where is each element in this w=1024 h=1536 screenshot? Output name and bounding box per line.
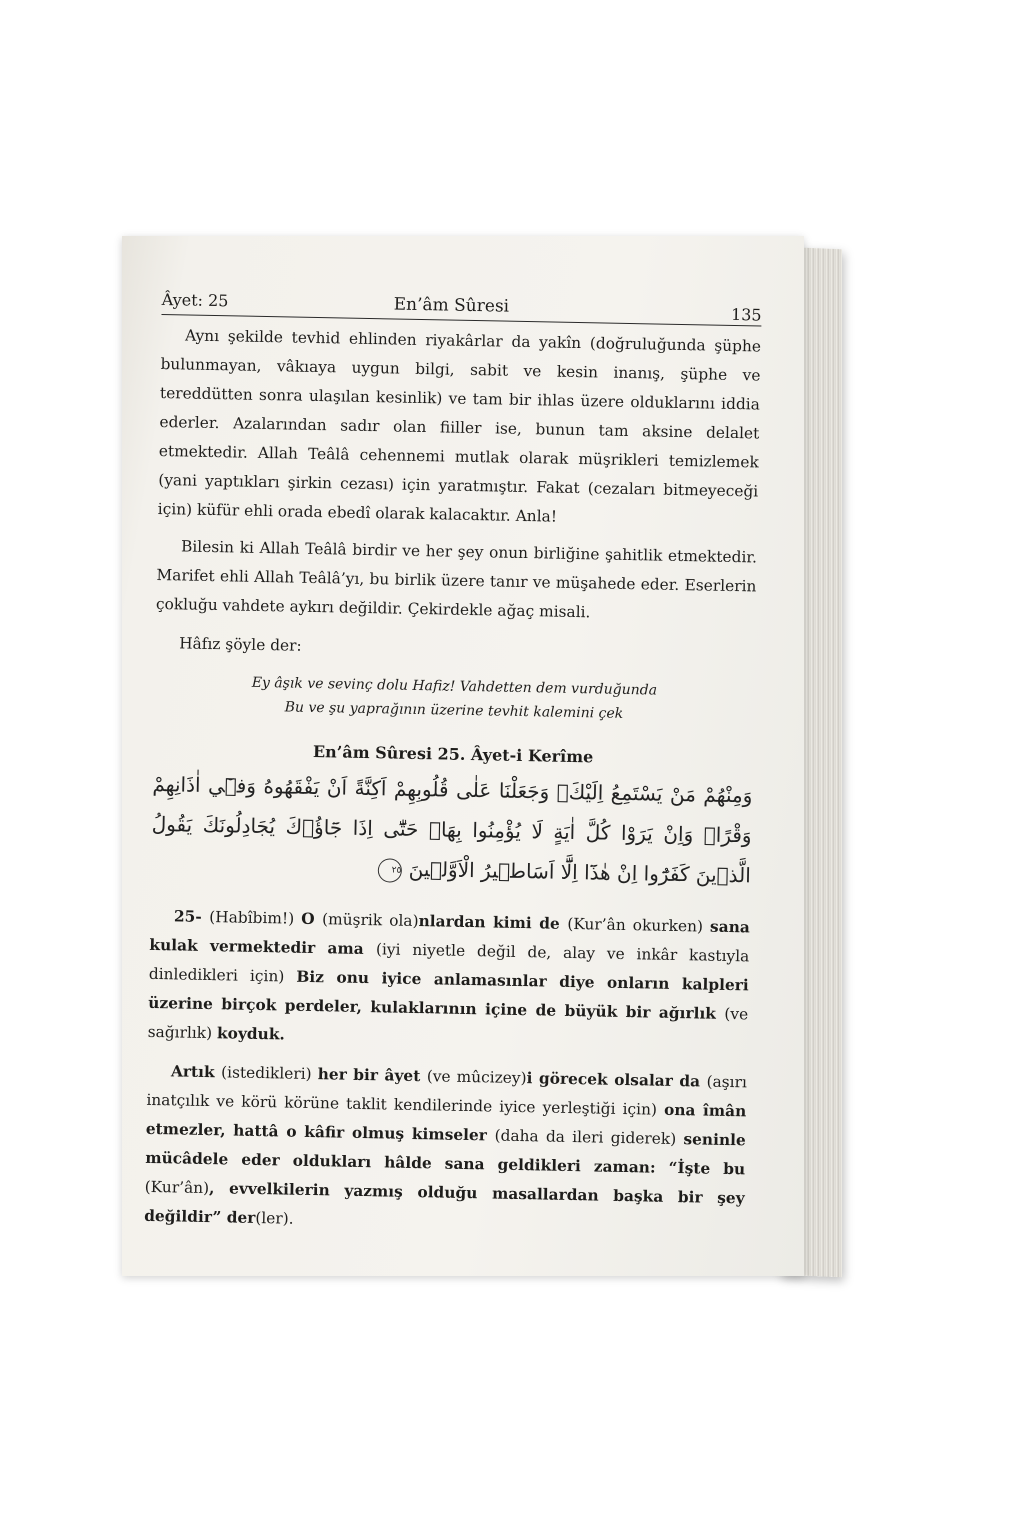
translation-segment: Biz onu iyice anlamasınlar diye onların kalpleri üzerine birçok perdeler, kulaklarının içine de büyük bir ağırlık [148,967,749,1023]
translation-segment: (müşrik ola) [321,910,419,931]
page-content [144,288,762,1242]
translation-segment: koyduk. [216,1024,286,1044]
translation-segment: (Kur’ân) [144,1177,210,1198]
translation-segment: ona îmân etmezler, hattâ o kâfir olmuş kimseler [145,1100,747,1145]
running-header [161,288,761,327]
translation-segment: her bir âyet [317,1065,427,1086]
section-title: En’âm Sûresi 25. Âyet-i Kerîme [312,741,594,767]
hafiz-intro: Hâfız şöyle der: [179,634,302,655]
translation-segment: (ler). [255,1208,294,1228]
arabic-verse [151,764,753,895]
translation-segment: der [226,1208,256,1227]
translation-segment: (ve sağırlık) [147,1004,749,1043]
poem-line-1: Ey âşık ve sevinç dolu Hafiz! Vahdetten dem vurduğunda [251,674,658,699]
translation-segment: nlardan kimi de [418,912,568,933]
translation-segment: (Kur’ân okurken) [567,914,711,936]
translation-segment: (aşırı inatçılık ve körü körüne taklit kendilerinde iyice yerleştiği için) [146,1072,748,1119]
translation-segment: (iyi niyetle değil de, alay ve inkâr kastıyla dinledikleri için) [148,940,750,986]
translation-segment: (daha da ileri giderek) [494,1126,684,1149]
poem [154,669,755,729]
translation-segment: (ve mûcizey) [426,1067,527,1088]
header-surah-title: En’âm Sûresi [393,294,510,317]
arabic-verse-text: وَمِنْهُمْ مَنْ يَسْتَمِعُ اِلَيْكَۚ وَجَعَلْنَا عَلٰى قُلُوبِهِمْ اَكِنَّةً اَنْ يَفْقَهُوهُ وَف۪ٓي اٰذَانِهِمْ وَقْرًاۜ وَاِنْ يَرَوْا كُلَّ اٰيَةٍ لَا يُؤْمِنُوا بِهَاۜ حَتّٰٓى اِذَا جَٓاؤُ۫كَ يُجَادِلُونَكَ يَقُولُ الَّذ۪ينَ كَفَرُٓوا اِنْ هٰذَٓا اِلَّٓا اَسَاط۪يرُ الْاَوَّل۪ينَ [151,771,753,888]
translation-segment: , evvelkilerin yazmış olduğu masallardan başka bir şey değildir” [144,1179,745,1227]
poem-line-2: Bu ve şu yaprağının üzerine tevhit kalemini çek [284,699,624,722]
translation-segment: i görecek olsalar da [526,1069,707,1091]
verse-end-mark: ٢٥ [378,858,402,882]
translation-segment: O [301,909,323,929]
translation-segment: (Habîbim!) [209,908,302,928]
book-page [122,236,804,1276]
translation-segment: seninle mücâdele eder oldukları hâlde sana geldikleri zaman: “İşte bu [145,1130,746,1179]
translation-segment: 25- [173,907,210,927]
translation-segment: sana kulak vermektedir ama [149,917,751,959]
translation-segment: Artık [170,1062,222,1082]
paragraph-1: Aynı şekilde tevhid ehlinden riyakârlar da yakîn (doğruluğunda şüphe bulunmayan, vâkıaya uygun bilgi, sabit ve kesin inanış, şüphe ve tereddütten sonra ulaşılan kesinlik) ve tam bir ihlas üzere olduklarını iddia ederler. Azalarından sadır olan fiiller ise, bunun tam aksine delalet etmektedir. Allah Teâlâ cehennemi mutlak olarak müşrikleri temizlemek (yani yaptıkları şirkin cezası) için yaratmıştır. Fakat (cezaları bitmeyeceği için) küfür ehli orada ebedî olarak kalacaktır. Anla! [157,326,762,526]
header-verse-label: Âyet: 25 [161,289,229,311]
paragraph-2: Bilesin ki Allah Teâlâ birdir ve her şey onun birliğine şahitlik etmektedir. Marifet ehli Allah Teâlâ’yı, bu birlik üzere tanır ve müşahede eder. Eserlerin çokluğu vahdete aykırı değildir. Çekirdekle ağaç misali. [155,537,758,622]
page-number: 135 [730,304,762,325]
translation-paragraph-2 [144,1057,747,1242]
translation-paragraph-1 [147,902,750,1058]
translation-segment: (istedikleri) [220,1063,318,1084]
